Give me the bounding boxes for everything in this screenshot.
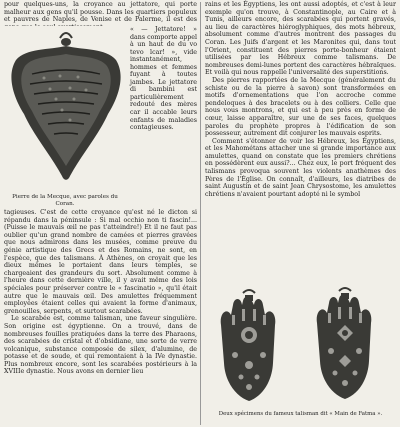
column-divider (200, 2, 201, 425)
evil-eye-paragraph: tagieuses. C'est de cette croyance qu'est né le dicton si répandu dans la péninsule : Si mal occhio non ti fascin!... (Puisse le mauvais œil ne pas t'atteindre!) Et il ne faut pas oublier qu'un grand nombre de camées et pierres gravées que nous admirons dans les musées, comme preuve du génie artistique des Grecs et des Romains, ne sont, en l'espèce, que des talismans. À Athènes, on croyait que les dieux mêmes le portaient dans leurs temples, se chargeaient des grandeurs du sort. Absolument comme à l'heure dans cette dernière ville, il y avait même des lois spéciales pour préserver contre le « fascinatio », qu'il était autre que le mauvais œil. Des amulettes fréquemment employées étaient celles qui avaient la forme d'animaux, grenouilles, serpents, et surtout scarabées. (4, 209, 197, 315)
mecca-stones-paragraph: Des pierres rapportées de la Mecque (généralement du schiste ou de la pierre à savon) sont transformées en motifs d'ornementations que l'on accroche comme pendeloques à des bracelets ou à des colliers. Celle que nous vous montrons, et qui est à peu près en forme de cœur, laisse apparaître, sur une de ses faces, quelques paroles du prophète propres à l'édification de son possesseur, autrement dit conjurer les mauvais esprits. (205, 76, 396, 138)
jettatore-text: « — Jettatore! » dans comporte appel à un haut de du vo tevo lcar! », vide instantanément, hommes et femmes fuyant à toutes jambes. Le jettatore di bambini est particulièrement redouté des mères car il accable leurs enfants de maladies contagieuses. (130, 26, 198, 132)
right-column (205, 0, 396, 427)
mecca-stone-figure (4, 26, 127, 194)
left-body (4, 209, 197, 427)
mecca-stone-caption: Pierre de la Mecque, avec paroles du Coran. (12, 194, 118, 207)
hand-of-fatima-figure (205, 285, 396, 411)
scarab-paragraph: Le scarabée est, comme talisman, une faveur singulière. Son origine est égyptienne. On a trouvé, dans de nombreuses fouilles pratiquées dans la terre des Pharaons, des scarabées de cristal et d'obsidiane, une sorte de verre volcanique, substance composée de silex, d'alumine, de potasse et de soude, et qui remontaient à la IVe dynastie. Plus nombreux encore, sont les scarabées postérieurs à la XVIIIe dynastie. Nous avons en dernier lieu (4, 315, 197, 376)
hand-of-fatima-engraving (205, 285, 396, 411)
christian-amulets-paragraph: Comment s'étonner de voir les Hébreux, les Égyptiens, et les Mahométans attacher une si grande importance aux amulettes, quand on constate que les premiers chrétiens en possédèrent eux aussi?... Chez eux, le port fréquent des talismans provoqua souvent les violents anathèmes des Pères de l'Église. On connaît, d'ailleurs, les diatribes de saint Augustin et de saint Jean Chrysostome, les amulettes chrétiens n'avaient pourtant adopté ni le symbol (205, 137, 396, 198)
mecca-stone-engraving (4, 26, 127, 194)
hand-of-fatima-caption: Deux spécimens du fameux talisman dit « Main de Fatma ». (218, 411, 383, 417)
hebrew-scarab-paragraph: rains et les Égyptiens, les ont aussi adoptés, et c'est à leur exemple qu'on trouve, à Constantinople, au Caire et à Tunis, ailleurs encore, des scarabées qui portent gravés, au lieu de caractères hiéroglyphiques, des mots hébreux, absolument comme d'autres montrent des passages du Coran. Les Juifs d'argent et les Maronites qui, dans tout l'Orient, constituent des pierres porte-bonheur étaient utilisées par les Hébreux comme talismans. De nombreuses demi-lunes portent des caractères hébraïques. Et voilà qui nous rappelle l'universalité des superstitions. (205, 1, 396, 77)
intro-paragraph: pour quelques-uns, la croyance au jettatore, qui porte malheur aux gens qu'il pousse. Dans les quartiers populeux et pauvres de Naples, de Venise et de Palerme, il est des (4, 1, 197, 24)
right-body (205, 1, 396, 283)
jettatore-paragraph (130, 26, 197, 194)
left-column (4, 0, 197, 427)
